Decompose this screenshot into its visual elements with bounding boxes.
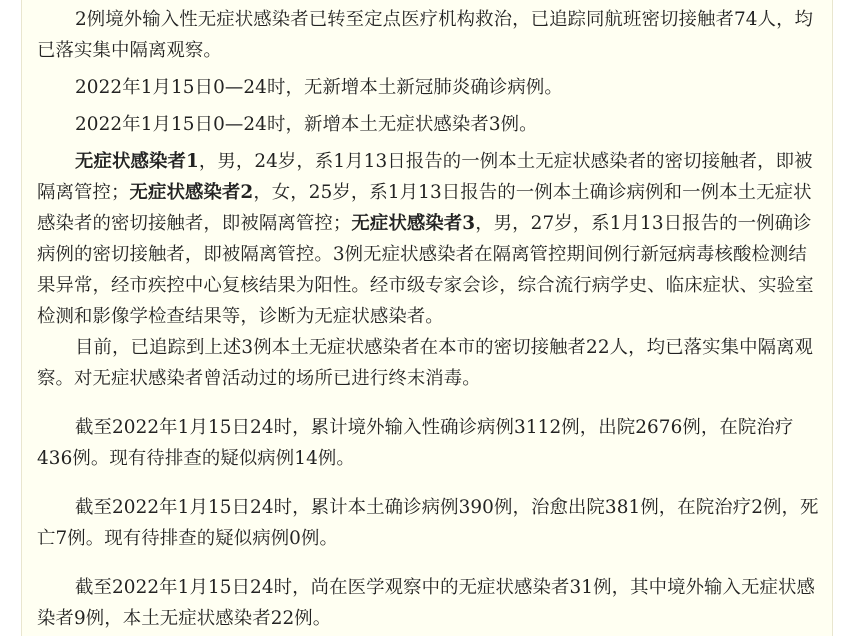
case3-text: ，男，27岁，系1月13日报告的一例确诊病例的密切接触者，即被隔离管控。3例无症状感染者在隔离管控期间例行新冠病毒核酸检测结果异常，经市疾控中心复核结果为阳性。经市级专家会诊，综合流行病学史、临床症状、实验室检测和影像学检查结果等，诊断为无症状感染者。 [37,213,814,327]
paragraph-local-cumulative: 截至2022年1月15日24时，累计本土确诊病例390例，治愈出院381例，在院治疗2例，死亡7例。现有待排查的疑似病例0例。 [37,497,819,549]
case1-label: 无症状感染者1 [75,151,199,172]
paragraph-close-contacts: 目前，已追踪到上述3例本土无症状感染者在本市的密切接触者22人，均已落实集中隔离观察。对无症状感染者曾活动过的场所已进行终末消毒。 [37,337,814,389]
case2-text: ，女，25岁，系1月13日报告的一例本土确诊病例和一例本土无症状感染者的密切接触者，即被隔离管控； [37,182,812,234]
paragraph-no-new-confirmed: 2022年1月15日0—24时，无新增本土新冠肺炎确诊病例。 [75,77,563,98]
paragraph-imported-cumulative: 截至2022年1月15日24时，累计境外输入性确诊病例3112例，出院2676例，在院治疗436例。现有待排查的疑似病例14例。 [37,417,794,469]
paragraph-asymptomatic-observation: 截至2022年1月15日24时，尚在医学观察中的无症状感染者31例，其中境外输入无症状感染者9例，本土无症状感染者22例。 [37,577,815,629]
article-page [21,0,833,636]
paragraph-new-asymptomatic: 2022年1月15日0—24时，新增本土无症状感染者3例。 [75,114,538,135]
case1-text: ，男，24岁，系1月13日报告的一例本土无症状感染者的密切接触者，即被隔离管控； [37,151,813,203]
case3-label: 无症状感染者3 [351,213,476,234]
paragraph-case-details [37,146,825,332]
paragraph-imported-asymptomatic: 2例境外输入性无症状感染者已转至定点医疗机构救治，已追踪同航班密切接触者74人，均已落实集中隔离观察。 [37,9,814,61]
article-body [37,0,825,634]
case2-label: 无症状感染者2 [129,182,254,203]
